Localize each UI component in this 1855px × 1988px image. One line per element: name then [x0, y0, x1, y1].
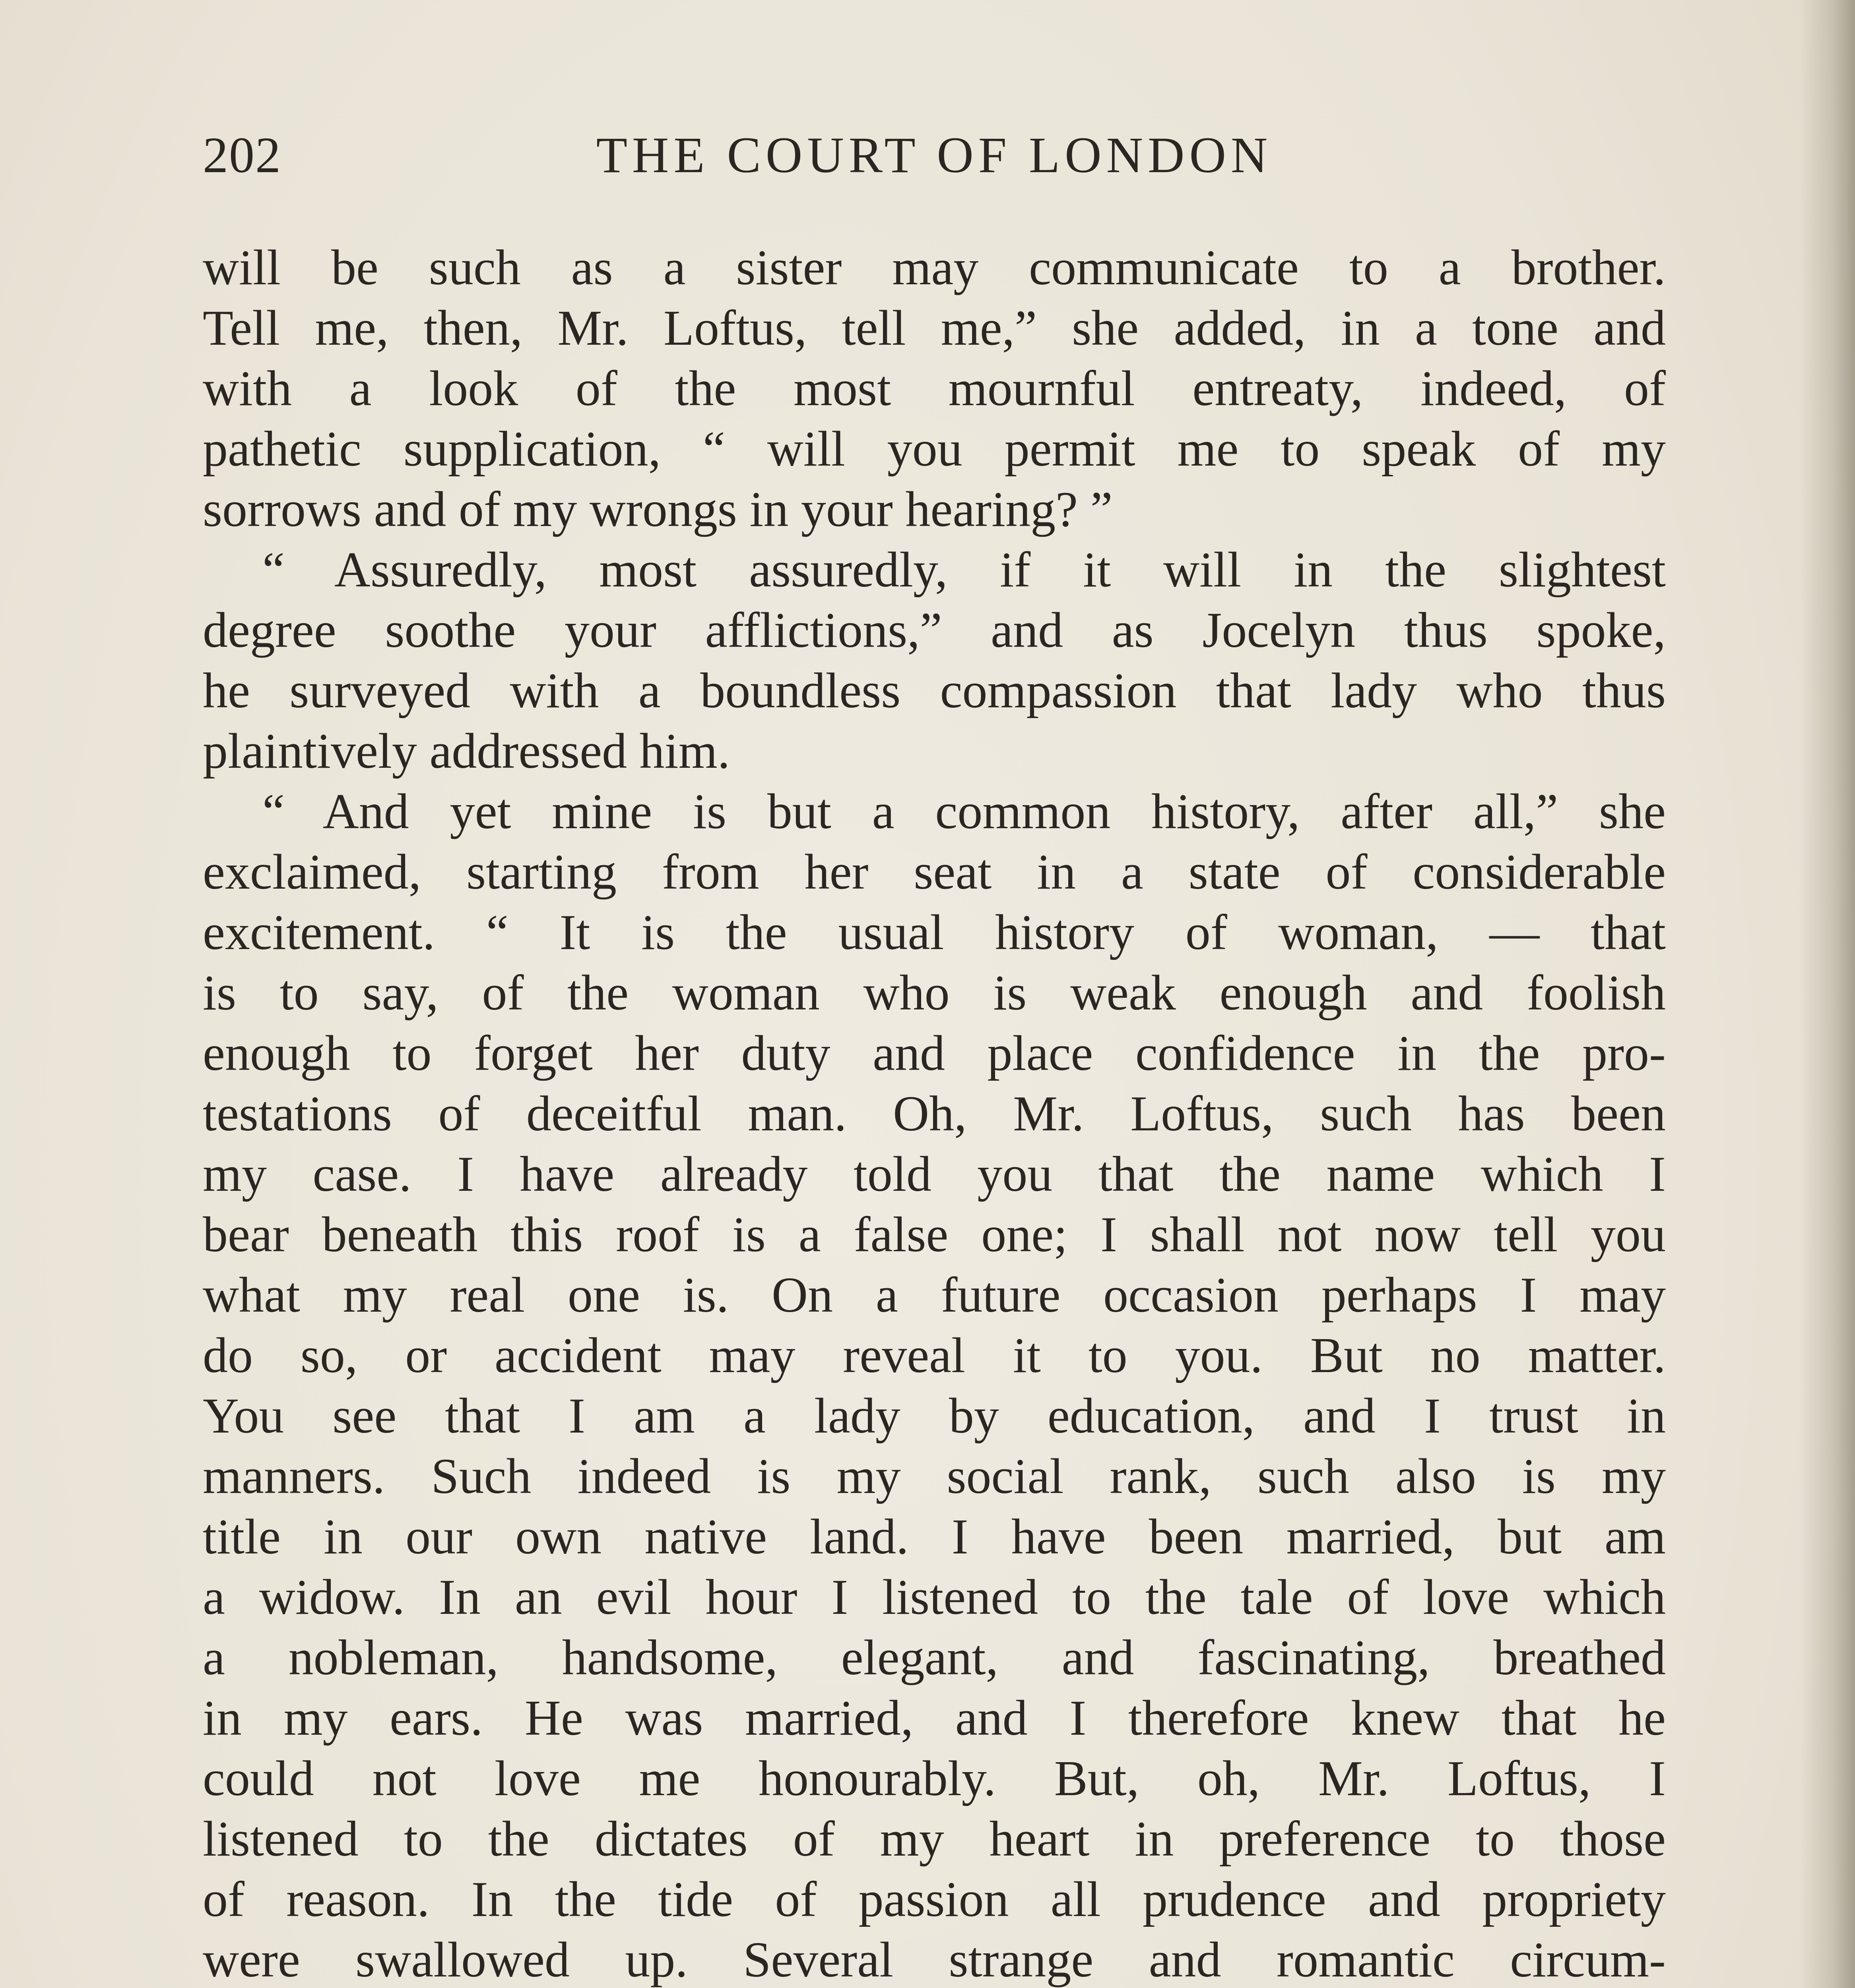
text-line: a nobleman, handsome, elegant, and fascinating, breathed	[203, 1630, 1666, 1685]
text-line: in my ears. He was married, and I therefore knew that he	[203, 1691, 1666, 1746]
text-line: plaintively addressed him.	[203, 724, 730, 779]
text-line: listened to the dictates of my heart in preference to those	[203, 1811, 1666, 1867]
text-line: testations of deceitful man. Oh, Mr. Loftus, such has been	[203, 1086, 1666, 1142]
text-line: title in our own native land. I have been married, but am	[203, 1509, 1666, 1565]
text-line: Tell me, then, Mr. Loftus, tell me,” she added, in a tone and	[203, 301, 1666, 356]
page-number: 202	[203, 127, 281, 183]
text-line: enough to forget her duty and place confidence in the pro-	[203, 1026, 1666, 1081]
text-line: excitement. “ It is the usual history of woman, — that	[203, 905, 1666, 960]
text-line: “ And yet mine is but a common history, after all,” she	[262, 784, 1666, 839]
text-line: were swallowed up. Several strange and romantic circum-	[203, 1932, 1666, 1988]
text-line: a widow. In an evil hour I listened to the tale of love which	[203, 1570, 1666, 1625]
text-line: “ Assuredly, most assuredly, if it will in the slightest	[262, 542, 1666, 598]
running-head	[203, 115, 1666, 195]
text-line: what my real one is. On a future occasion perhaps I may	[203, 1268, 1666, 1323]
text-line: do so, or accident may reveal it to you. But no matter.	[203, 1328, 1666, 1383]
text-line: will be such as a sister may communicate to a brother.	[203, 240, 1666, 295]
text-line: pathetic supplication, “ will you permit me to speak of my	[203, 421, 1666, 477]
text-line: manners. Such indeed is my social rank, such also is my	[203, 1449, 1666, 1504]
page-edge-shadow	[1799, 0, 1855, 1988]
text-line: You see that I am a lady by education, and I trust in	[203, 1388, 1666, 1444]
text-line: my case. I have already told you that the name which I	[203, 1147, 1666, 1202]
body-text	[203, 238, 1666, 1988]
text-line: exclaimed, starting from her seat in a state of considerable	[203, 845, 1666, 900]
text-line: sorrows and of my wrongs in your hearing? ”	[203, 482, 1113, 537]
text-line: bear beneath this roof is a false one; I shall not now tell you	[203, 1207, 1666, 1262]
text-line: he surveyed with a boundless compassion that lady who thus	[203, 663, 1666, 718]
text-line: with a look of the most mournful entreaty, indeed, of	[203, 361, 1666, 416]
text-line: degree soothe your afflictions,” and as Jocelyn thus spoke,	[203, 603, 1666, 658]
running-title: THE COURT OF LONDON	[596, 127, 1273, 183]
text-line: is to say, of the woman who is weak enough and foolish	[203, 965, 1666, 1021]
text-line: of reason. In the tide of passion all prudence and propriety	[203, 1872, 1666, 1927]
text-line: could not love me honourably. But, oh, Mr. Loftus, I	[203, 1751, 1666, 1806]
